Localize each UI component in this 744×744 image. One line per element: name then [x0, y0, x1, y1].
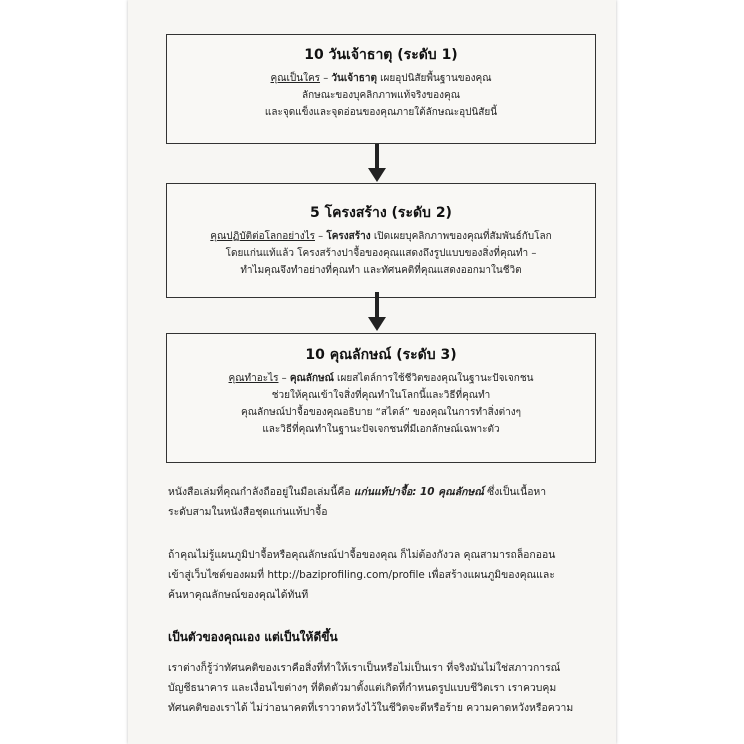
- level-1-question: คุณเป็นใคร: [270, 73, 321, 84]
- level-1-title: 10 วันเจ้าธาตุ (ระดับ 1): [304, 47, 458, 63]
- book-page: [128, 0, 616, 744]
- section-heading: เป็นตัวของคุณเอง แต่เป็นให้ดีขึ้น: [168, 630, 338, 644]
- intro-paragraph: [168, 482, 598, 522]
- level-3-dash: –: [278, 373, 290, 384]
- level-2-term: โครงสร้าง: [326, 231, 371, 242]
- down-arrow-icon: [368, 144, 386, 182]
- level-2-dash: –: [314, 231, 327, 242]
- level-3-term: คุณลักษณ์: [289, 373, 334, 384]
- level-2-line-3: ทำไมคุณจึงทำอย่างที่คุณทำ และทัศนคติที่คุณแสดงออกมาในชีวิต: [240, 265, 522, 276]
- intro-line-1: [168, 482, 598, 502]
- level-3-line-4: และวิธีที่คุณทำในฐานะปัจเจกชนที่มีเอกลักษณ์เฉพาะตัว: [262, 424, 500, 435]
- level-2-box: [166, 183, 596, 298]
- level-1-line-3: และจุดแข็งและจุดอ่อนของคุณภายใต้ลักษณะอุปนิสัยนี้: [264, 107, 498, 118]
- level-2-title: 5 โครงสร้าง (ระดับ 2): [310, 205, 452, 221]
- website-line-1: ถ้าคุณไม่รู้แผนภูมิปาจื้อหรือคุณลักษณ์ปาจื้อของคุณ ก็ไม่ต้องกังวล คุณสามารถล็อกออน: [168, 549, 556, 561]
- level-1-line-1: [167, 70, 595, 87]
- level-1-line-2: ลักษณะของบุคลิกภาพแท้จริงของคุณ: [301, 90, 460, 101]
- website-line-3: ค้นหาคุณลักษณ์ของคุณได้ทันที: [168, 589, 309, 601]
- attitude-line-2: บัญชีธนาคาร และเงื่อนไขต่างๆ ที่ติดตัวมาตั้งแต่เกิดที่กำหนดรูปแบบชีวิตเรา เราควบคุม: [168, 682, 557, 694]
- level-2-question: คุณปฏิบัติต่อโลกอย่างไร: [210, 231, 315, 242]
- level-1-box: [166, 34, 596, 144]
- level-3-line-2: ช่วยให้คุณเข้าใจสิ่งที่คุณทำในโลกนี้และวิธีที่คุณทำ: [271, 390, 491, 401]
- level-3-question: คุณทำอะไร: [228, 373, 279, 384]
- level-1-term: วันเจ้าธาตุ: [331, 73, 377, 84]
- level-3-line-1: [167, 370, 595, 387]
- level-3-box: [166, 333, 596, 463]
- level-3-title: 10 คุณลักษณ์ (ระดับ 3): [305, 347, 457, 363]
- website-paragraph: [168, 545, 598, 605]
- website-line-2: เข้าสู่เว็บไซต์ของผมที่ http://baziprofiling.com/profile เพื่อสร้างแผนภูมิของคุณและ: [168, 569, 555, 581]
- attitude-paragraph: [168, 658, 598, 718]
- level-2-line-2: โดยแก่นแท้แล้ว โครงสร้างปาจื้อของคุณแสดงถึงรูปแบบของสิ่งที่คุณทำ –: [225, 248, 537, 259]
- attitude-line-1: เราต่างก็รู้ว่าทัศนคติของเราคือสิ่งที่ทำให้เราเป็นหรือไม่เป็นเรา ที่จริงมันไม่ใช่สภาวการณ์: [168, 662, 561, 674]
- down-arrow-icon: [368, 292, 386, 332]
- level-2-line-1: [167, 228, 595, 245]
- level-2-desc: เปิดเผยบุคลิกภาพของคุณที่สัมพันธ์กับโลก: [370, 231, 552, 242]
- intro-text-a: หนังสือเล่มที่คุณกำลังถืออยู่ในมือเล่มนี้คือ: [168, 486, 354, 498]
- intro-text-c: ซึ่งเป็นเนื้อหา: [483, 486, 547, 498]
- level-3-desc: เผยสไตล์การใช้ชีวิตของคุณในฐานะปัจเจกชน: [333, 373, 534, 384]
- book-title: แก่นแท้ปาจื้อ: 10 คุณลักษณ์: [353, 486, 484, 498]
- attitude-line-3: ทัศนคติของเราได้ ไม่ว่าอนาคตที่เราวาดหวังไว้ในชีวิตจะดีหรือร้าย ความคาดหวังหรือความ: [168, 702, 574, 714]
- level-1-dash: –: [320, 73, 332, 84]
- level-3-line-3: คุณลักษณ์ปาจื้อของคุณอธิบาย “สไตล์” ของคุณในการทำสิ่งต่างๆ: [241, 407, 521, 418]
- intro-line-2: ระดับสามในหนังสือชุดแก่นแท้ปาจื้อ: [168, 506, 328, 518]
- level-1-desc: เผยอุปนิสัยพื้นฐานของคุณ: [376, 73, 492, 84]
